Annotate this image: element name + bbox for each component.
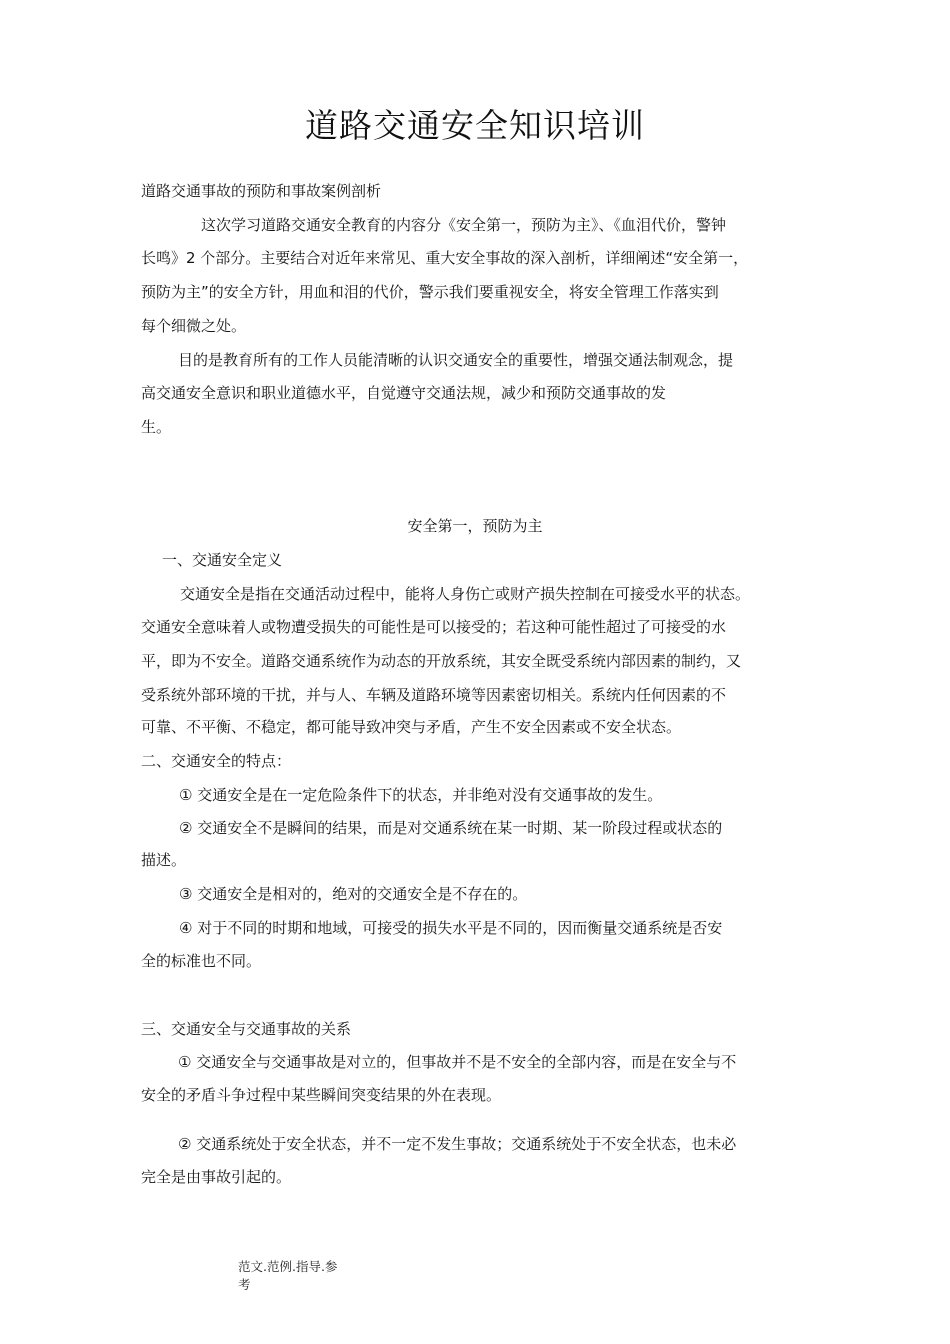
- s3-item: ① 交通安全与交通事故是对立的，但事故并不是不安全的全部内容，而是在安全与不: [178, 1053, 737, 1071]
- s1-line: 受系统外部环境的干扰，并与人、车辆及道路环境等因素密切相关。系统内任何因素的不: [141, 686, 727, 704]
- section-heading: 安全第一，预防为主: [407, 517, 543, 535]
- intro-line: 目的是教育所有的工作人员能清晰的认识交通安全的重要性，增强交通法制观念，提: [178, 351, 734, 369]
- footer-note: 范文.范例.指导.参: [238, 1259, 338, 1274]
- s1-line: 交通安全意味着人或物遭受损失的可能性是可以接受的；若这种可能性超过了可接受的水: [141, 618, 727, 636]
- intro-line: 预防为主”的安全方针，用血和泪的代价，警示我们要重视安全，将安全管理工作落实到: [141, 283, 719, 301]
- s1-line: 交通安全是指在交通活动过程中，能将人身伤亡或财产损失控制在可接受水平的状态。: [180, 585, 751, 603]
- s2-item: 全的标准也不同。: [141, 952, 262, 970]
- intro-line: 每个细微之处。: [141, 317, 247, 335]
- intro-line: 这次学习道路交通安全教育的内容分《安全第一，预防为主》、《血泪代价，警钟: [201, 216, 727, 234]
- footer-note: 考: [238, 1277, 251, 1292]
- document-subtitle: 道路交通事故的预防和事故案例剖析: [141, 182, 382, 200]
- s3-heading: 三、交通安全与交通事故的关系: [141, 1020, 352, 1038]
- s1-line: 可靠、不平衡、不稳定，都可能导致冲突与矛盾，产生不安全因素或不安全状态。: [141, 718, 682, 736]
- s1-line: 平，即为不安全。道路交通系统作为动态的开放系统，其安全既受系统内部因素的制约，又: [141, 652, 742, 670]
- intro-line: 生。: [141, 418, 172, 436]
- s2-item: ④ 对于不同的时期和地域，可接受的损失水平是不同的，因而衡量交通系统是否安: [179, 919, 723, 937]
- s1-heading: 一、交通安全定义: [162, 551, 283, 569]
- s2-item: ② 交通安全不是瞬间的结果，而是对交通系统在某一时期、某一阶段过程或状态的: [179, 819, 723, 837]
- s2-heading: 二、交通安全的特点：: [141, 752, 292, 770]
- s3-item: 完全是由事故引起的。: [141, 1168, 292, 1186]
- intro-line: 长鸣》2 个部分。主要结合对近年来常见、重大安全事故的深入剖析，详细阐述“安全第一，: [141, 249, 749, 267]
- document-title: 道路交通安全知识培训: [305, 106, 645, 145]
- s2-item: ① 交通安全是在一定危险条件下的状态，并非绝对没有交通事故的发生。: [179, 786, 663, 804]
- s3-item: ② 交通系统处于安全状态，并不一定不发生事故；交通系统处于不安全状态，也未必: [178, 1135, 737, 1153]
- s2-item: ③ 交通安全是相对的，绝对的交通安全是不存在的。: [179, 885, 528, 903]
- s2-item: 描述。: [141, 851, 187, 869]
- intro-line: 高交通安全意识和职业道德水平，自觉遵守交通法规，减少和预防交通事故的发: [141, 384, 667, 402]
- s3-item: 安全的矛盾斗争过程中某些瞬间突变结果的外在表现。: [141, 1086, 502, 1104]
